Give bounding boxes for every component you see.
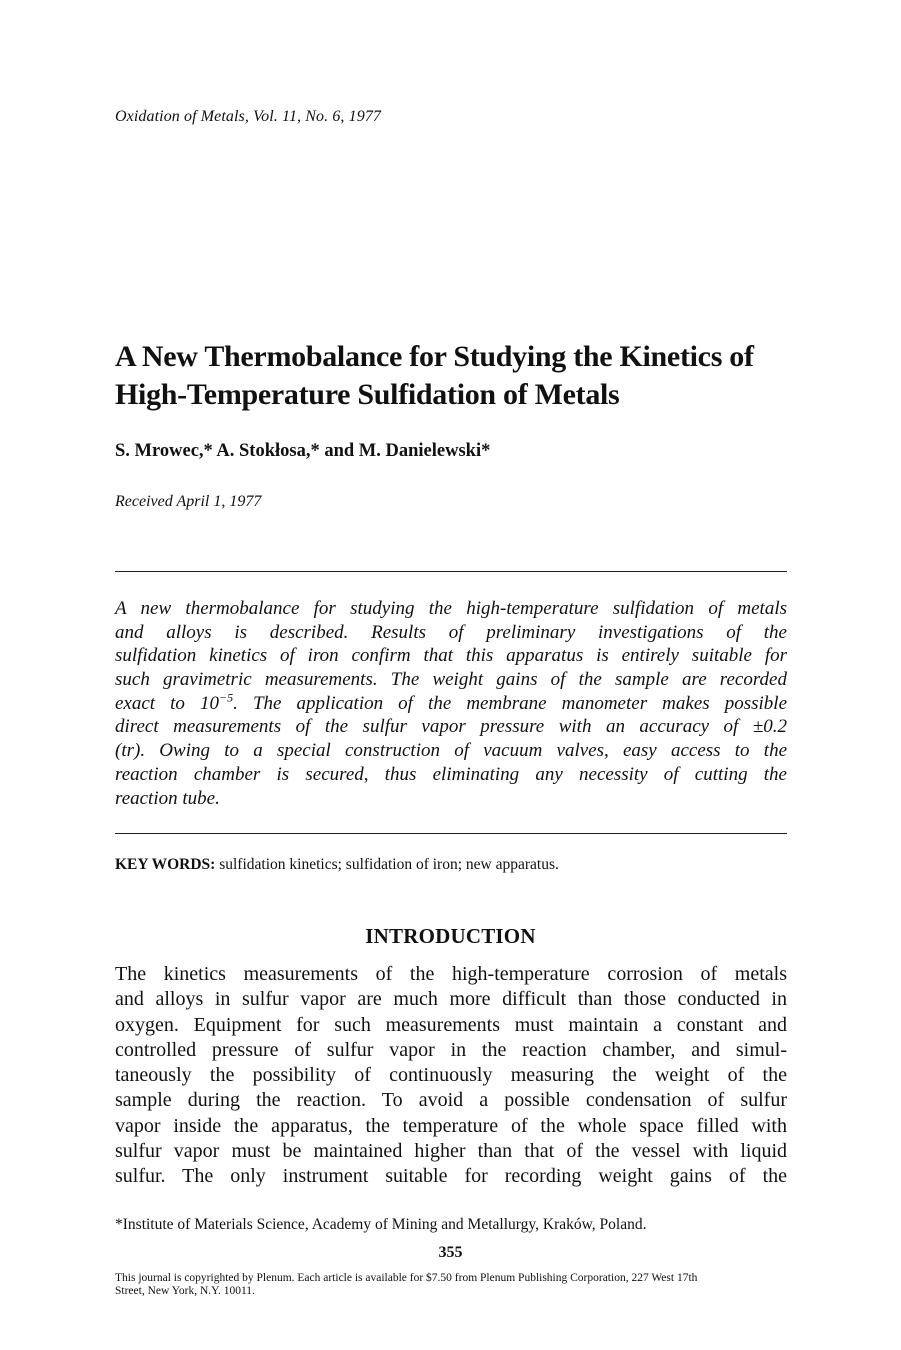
abstract-line-2: and alloys is described. Results of preliminary investigations of the — [115, 621, 787, 643]
intro-line-8: sulfur vapor must be maintained higher than that of the vessel with liquid — [115, 1140, 787, 1163]
abstract-line-1: A new thermobalance for studying the high-temperature sulfidation of metals — [115, 598, 787, 619]
intro-line-9: sulfur. The only instrument suitable for recording weight gains of the — [115, 1165, 787, 1188]
section-heading-introduction: INTRODUCTION — [365, 924, 536, 948]
copyright-line-2: Street, New York, N.Y. 10011. — [115, 1285, 255, 1297]
affiliation-footnote: *Institute of Materials Science, Academy of Mining and Metallurgy, Kraków, Poland. — [115, 1216, 647, 1233]
copyright-notice — [115, 1272, 791, 1298]
abstract-line-5-start: exact to 10 — [115, 692, 220, 714]
author-list: S. Mrowec,* A. Stokłosa,* and M. Danielewski* — [115, 441, 491, 461]
intro-line-6: sample during the reaction. To avoid a possible condensation of sulfur — [115, 1089, 787, 1112]
copyright-line-1: This journal is copyrighted by Plenum. Each article is available for $7.50 from Plenum Publishing Corporation, 227 West 17th — [115, 1272, 698, 1284]
abstract-line-6: direct measurements of the sulfur vapor pressure with an accuracy of ±0.2 — [115, 716, 787, 738]
page-number: 355 — [438, 1244, 463, 1261]
abstract-line-5-rest: . The application of the membrane manometer makes possible — [233, 692, 788, 714]
abstract-top-rule — [115, 571, 787, 572]
received-date: Received April 1, 1977 — [115, 493, 262, 510]
intro-line-1: The kinetics measurements of the high-temperature corrosion of metals — [115, 963, 787, 985]
abstract — [115, 597, 787, 810]
intro-line-5: taneously the possibility of continuously measuring the weight of the — [115, 1064, 787, 1087]
intro-line-2: and alloys in sulfur vapor are much more difficult than those conducted in — [115, 988, 787, 1011]
intro-line-7: vapor inside the apparatus, the temperature of the whole space filled with — [115, 1114, 787, 1137]
abstract-bottom-rule — [115, 833, 787, 834]
abstract-line-8: reaction chamber is secured, thus eliminating any necessity of cutting the — [115, 763, 787, 785]
journal-header: Oxidation of Metals, Vol. 11, No. 6, 1977 — [115, 108, 382, 125]
intro-line-4: controlled pressure of sulfur vapor in the reaction chamber, and simul- — [115, 1038, 787, 1061]
keywords — [115, 856, 559, 874]
abstract-line-3: sulfidation kinetics of iron confirm that this apparatus is entirely suitable for — [115, 645, 787, 667]
abstract-line-5 — [115, 692, 787, 716]
abstract-line-9: reaction tube. — [115, 787, 220, 809]
abstract-line-4: such gravimetric measurements. The weight gains of the sample are recorded — [115, 669, 787, 691]
abstract-line-7: (tr). Owing to a special construction of vacuum valves, easy access to the — [115, 740, 787, 762]
title-line-1: A New Thermobalance for Studying the Kinetics of — [115, 340, 754, 373]
title-line-2: High-Temperature Sulfidation of Metals — [115, 378, 620, 411]
exponent: −5 — [219, 690, 234, 705]
keywords-text: sulfidation kinetics; sulfidation of iron; new apparatus. — [219, 856, 559, 873]
introduction-text — [115, 962, 787, 1190]
keywords-label: KEY WORDS: — [115, 856, 216, 873]
intro-line-3: oxygen. Equipment for such measurements must maintain a constant and — [115, 1013, 787, 1036]
paper-title — [115, 338, 805, 414]
